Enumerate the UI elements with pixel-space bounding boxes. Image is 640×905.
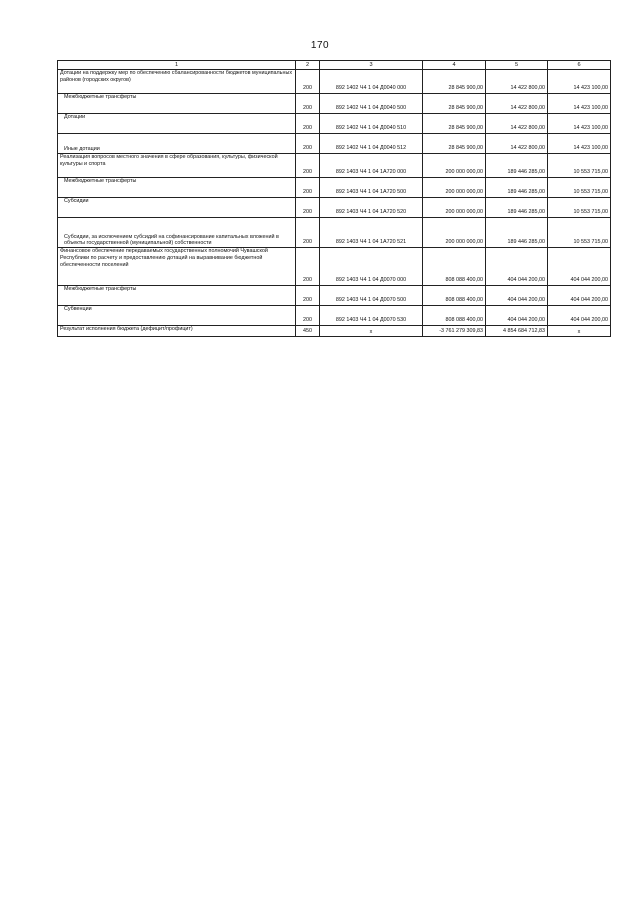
row-value-6: 14 423 100,00: [548, 94, 611, 114]
row-class-code: 892 1403 Ч4 1 04 Д0070 500: [320, 286, 423, 306]
row-value-5: 14 422 800,00: [486, 70, 548, 94]
row-value-5: 189 446 285,00: [486, 198, 548, 218]
row-value-6: 14 423 100,00: [548, 134, 611, 154]
row-value-5: 14 422 800,00: [486, 94, 548, 114]
table-row: [58, 286, 611, 306]
row-name: [58, 306, 296, 326]
row-class-code: 892 1403 Ч4 1 04 1А720 521: [320, 218, 423, 248]
row-class-code: 892 1402 Ч4 1 04 Д0040 512: [320, 134, 423, 154]
table-row: [58, 134, 611, 154]
table-row: [58, 248, 611, 286]
row-name: Финансовое обеспечение передаваемых государственных полномочий Чувашской Республики по расчету и предоставлению дотаций на выравнивание бюджетной обеспеченности поселений: [58, 248, 296, 286]
row-value-6: 404 044 200,00: [548, 248, 611, 286]
row-value-4: 808 088 400,00: [423, 286, 486, 306]
column-header: 3: [320, 61, 423, 70]
row-value-5: 404 044 200,00: [486, 306, 548, 326]
row-value-4: -3 761 279 309,83: [423, 326, 486, 337]
row-code: 200: [296, 114, 320, 134]
row-value-6: 404 044 200,00: [548, 306, 611, 326]
row-value-4: 28 845 900,00: [423, 114, 486, 134]
row-class-code: 892 1403 Ч4 1 04 Д0070 530: [320, 306, 423, 326]
row-code: 200: [296, 286, 320, 306]
row-code: 200: [296, 94, 320, 114]
row-code: 200: [296, 70, 320, 94]
column-header: 1: [58, 61, 296, 70]
row-value-5: 404 044 200,00: [486, 248, 548, 286]
table-row: [58, 218, 611, 248]
row-class-code: 892 1403 Ч4 1 04 Д0070 000: [320, 248, 423, 286]
row-name: [58, 178, 296, 198]
row-code: 200: [296, 248, 320, 286]
row-code: 450: [296, 326, 320, 337]
row-value-5: 14 422 800,00: [486, 134, 548, 154]
row-value-4: 28 845 900,00: [423, 134, 486, 154]
row-name: [58, 286, 296, 306]
row-name-text: Субсидии: [64, 198, 89, 204]
table-row: [58, 198, 611, 218]
row-value-4: 808 088 400,00: [423, 306, 486, 326]
row-name: [58, 94, 296, 114]
row-value-6: 10 553 715,00: [548, 198, 611, 218]
table-row: [58, 70, 611, 94]
row-name: [58, 134, 296, 154]
row-value-5: 189 446 285,00: [486, 178, 548, 198]
row-value-6: x: [548, 326, 611, 337]
row-value-6: 10 553 715,00: [548, 154, 611, 178]
row-name: Результат исполнения бюджета (дефицит/профицит): [58, 326, 296, 337]
row-value-6: 10 553 715,00: [548, 218, 611, 248]
table-header-row: [58, 61, 611, 70]
row-value-6: 10 553 715,00: [548, 178, 611, 198]
row-value-4: 200 000 000,00: [423, 198, 486, 218]
row-code: 200: [296, 306, 320, 326]
budget-table: [57, 60, 611, 337]
table-row: [58, 114, 611, 134]
row-code: 200: [296, 178, 320, 198]
row-value-6: 14 423 100,00: [548, 70, 611, 94]
row-name-text: Межбюджетные трансферты: [64, 94, 137, 100]
row-value-5: 404 044 200,00: [486, 286, 548, 306]
table-row-result: [58, 326, 611, 337]
row-class-code: 892 1402 Ч4 1 04 Д0040 510: [320, 114, 423, 134]
row-value-5: 189 446 285,00: [486, 154, 548, 178]
row-name-text: Дотации: [64, 114, 86, 120]
row-value-5: 4 854 684 712,83: [486, 326, 548, 337]
row-name: [58, 114, 296, 134]
row-name-text: Межбюджетные трансферты: [64, 178, 137, 184]
row-code: 200: [296, 218, 320, 248]
row-name-text: Иные дотации: [64, 146, 100, 153]
column-header: 2: [296, 61, 320, 70]
row-value-6: 404 044 200,00: [548, 286, 611, 306]
row-value-4: 200 000 000,00: [423, 154, 486, 178]
row-class-code: 892 1402 Ч4 1 04 Д0040 000: [320, 70, 423, 94]
row-name-text: Субсидии, за исключением субсидий на софинансирование капитальных вложений в объекты государственной (муниципальной) собственности: [64, 233, 279, 247]
row-class-code: x: [320, 326, 423, 337]
table-row: [58, 94, 611, 114]
column-header: 4: [423, 61, 486, 70]
row-code: 200: [296, 134, 320, 154]
row-value-4: 808 088 400,00: [423, 248, 486, 286]
row-value-4: 28 845 900,00: [423, 94, 486, 114]
row-code: 200: [296, 198, 320, 218]
row-value-4: 28 845 900,00: [423, 70, 486, 94]
column-header: 6: [548, 61, 611, 70]
table-row: [58, 154, 611, 178]
row-name: Реализация вопросов местного значения в сфере образования, культуры, физической культуры и спорта: [58, 154, 296, 178]
row-class-code: 892 1403 Ч4 1 04 1А720 500: [320, 178, 423, 198]
table-row: [58, 306, 611, 326]
row-value-5: 14 422 800,00: [486, 114, 548, 134]
row-class-code: 892 1402 Ч4 1 04 Д0040 500: [320, 94, 423, 114]
row-value-6: 14 423 100,00: [548, 114, 611, 134]
row-value-4: 200 000 000,00: [423, 178, 486, 198]
row-name-text: Межбюджетные трансферты: [64, 286, 137, 292]
row-value-5: 189 446 285,00: [486, 218, 548, 248]
row-class-code: 892 1403 Ч4 1 04 1А720 520: [320, 198, 423, 218]
page-number: 170: [310, 40, 330, 51]
row-name: [58, 198, 296, 218]
row-name: Дотации на поддержку мер по обеспечению сбалансированности бюджетов муниципальных районов (городских округов): [58, 70, 296, 94]
row-name: [58, 218, 296, 248]
column-header: 5: [486, 61, 548, 70]
row-class-code: 892 1403 Ч4 1 04 1А720 000: [320, 154, 423, 178]
table-row: [58, 178, 611, 198]
row-name-text: Субвенции: [64, 306, 92, 312]
row-value-4: 200 000 000,00: [423, 218, 486, 248]
row-code: 200: [296, 154, 320, 178]
